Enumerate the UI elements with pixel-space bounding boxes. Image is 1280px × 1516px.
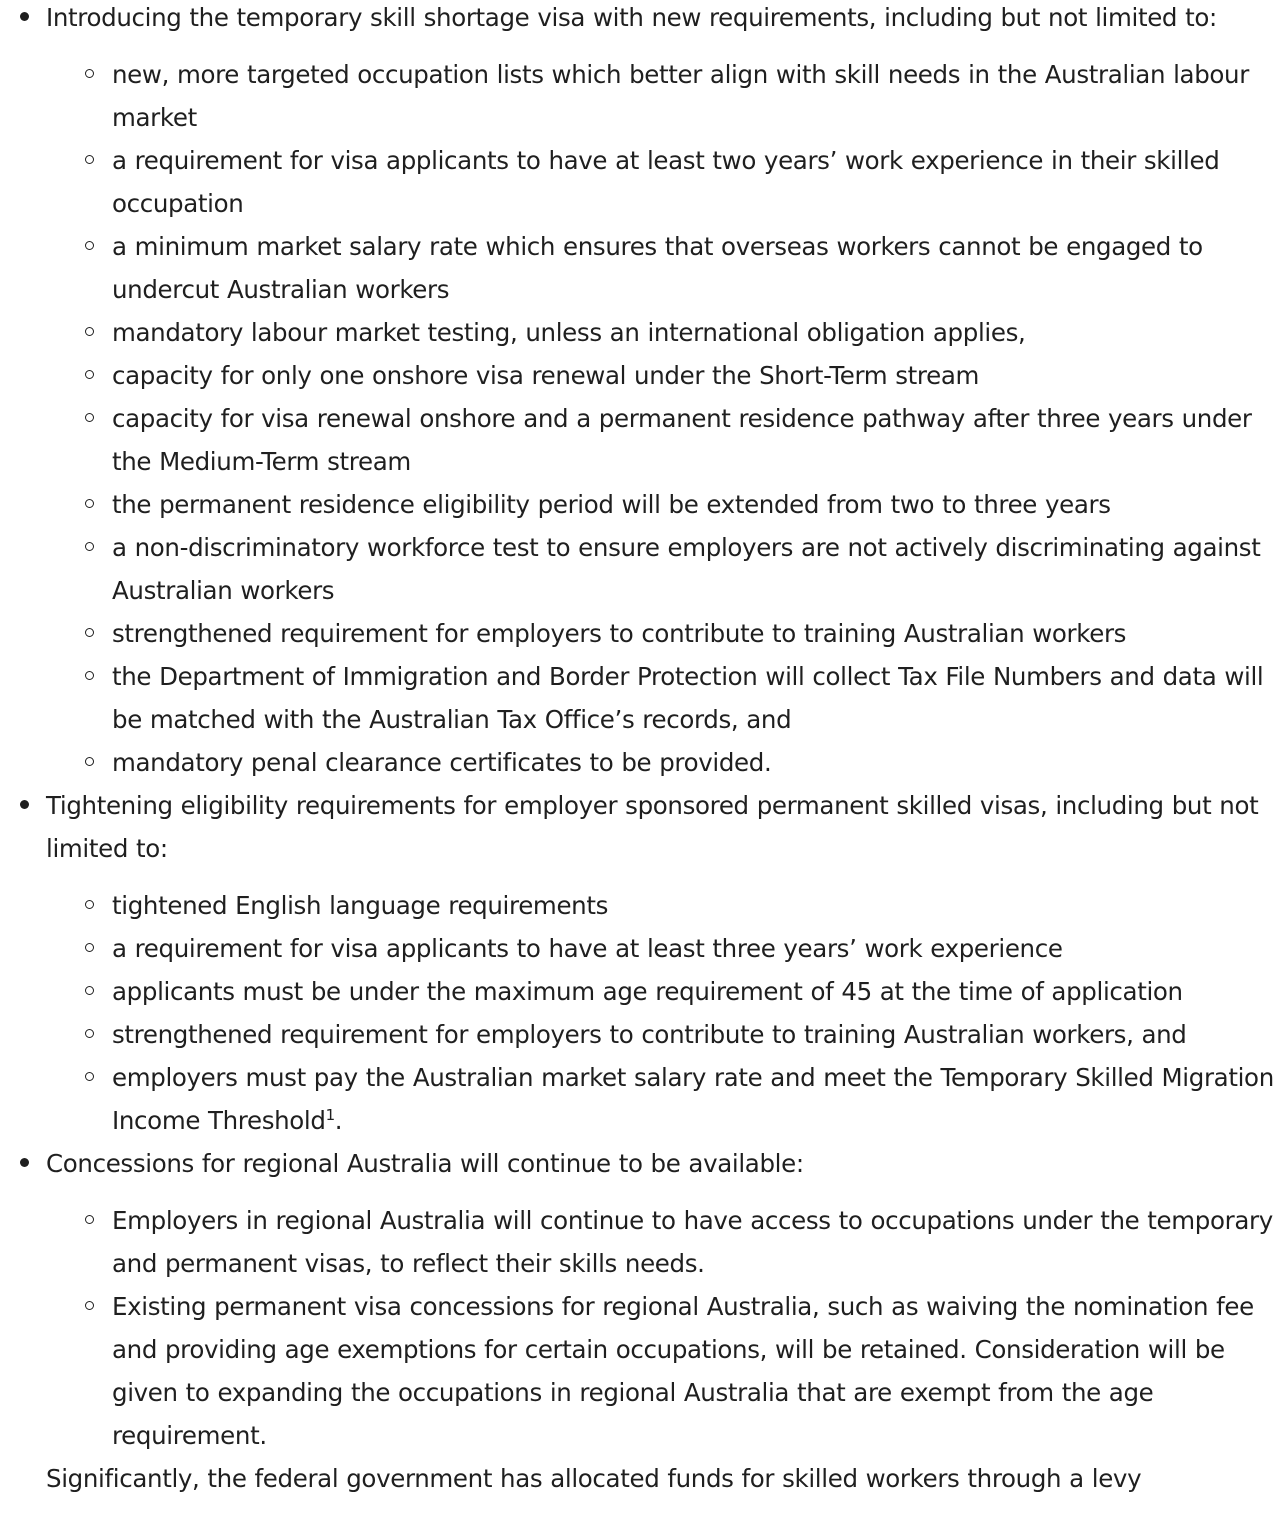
sub-list-item: tightened English language requirements (112, 884, 1280, 927)
sub-list-item: a requirement for visa applicants to have at least three years’ work experience (112, 927, 1280, 970)
footnote-marker[interactable]: 1 (325, 1106, 335, 1124)
sub-list-item: the Department of Immigration and Border Protection will collect Tax File Numbers and data will be matched with the Australian Tax Office’s records, and (112, 655, 1280, 741)
list-item (46, 1142, 1280, 1457)
sub-list-item (112, 1056, 1280, 1142)
list-item-text: Tightening eligibility requirements for employer sponsored permanent skilled visas, including but not limited to: (46, 791, 1259, 863)
sub-list-item: mandatory penal clearance certificates to be provided. (112, 741, 1280, 784)
list-item-text: Significantly, the federal government has allocated funds for skilled workers through a levy (46, 1464, 1142, 1493)
sub-list-item: new, more targeted occupation lists which better align with skill needs in the Australian labour market (112, 53, 1280, 139)
sub-list (46, 884, 1280, 1142)
list-item-text: Introducing the temporary skill shortage visa with new requirements, including but not limited to: (46, 3, 1217, 32)
list-item-text: Concessions for regional Australia will continue to be available: (46, 1149, 804, 1178)
sub-list-item: a non-discriminatory workforce test to ensure employers are not actively discriminating against Australian workers (112, 526, 1280, 612)
sub-list-item: applicants must be under the maximum age requirement of 45 at the time of application (112, 970, 1280, 1013)
sub-list-item: capacity for visa renewal onshore and a permanent residence pathway after three years under the Medium-Term stream (112, 397, 1280, 483)
sub-list (46, 53, 1280, 784)
sub-list (46, 1199, 1280, 1457)
sub-list-item: Employers in regional Australia will continue to have access to occupations under the temporary and permanent visas, to reflect their skills needs. (112, 1199, 1280, 1285)
list-item (46, 784, 1280, 1142)
sub-list-item: a requirement for visa applicants to have at least two years’ work experience in their skilled occupation (112, 139, 1280, 225)
sub-list-item: strengthened requirement for employers to contribute to training Australian workers, and (112, 1013, 1280, 1056)
sub-list-item: Existing permanent visa concessions for regional Australia, such as waiving the nomination fee and providing age exemptions for certain occupations, will be retained. Consideration will be given to expanding the occupations in regional Australia that are exempt from the age requirement. (112, 1285, 1280, 1457)
sub-list-item: mandatory labour market testing, unless an international obligation applies, (112, 311, 1280, 354)
list-item (46, 1457, 1280, 1497)
list-item (46, 0, 1280, 784)
sub-list-item: strengthened requirement for employers to contribute to training Australian workers (112, 612, 1280, 655)
footnote-suffix: . (334, 1106, 343, 1135)
sub-list-item: the permanent residence eligibility period will be extended from two to three years (112, 483, 1280, 526)
sub-list-item: capacity for only one onshore visa renewal under the Short-Term stream (112, 354, 1280, 397)
sub-list-item-text: employers must pay the Australian market salary rate and meet the Temporary Skilled Migration Income Threshold (112, 1063, 1274, 1135)
sub-list-item: a minimum market salary rate which ensures that overseas workers cannot be engaged to undercut Australian workers (112, 225, 1280, 311)
